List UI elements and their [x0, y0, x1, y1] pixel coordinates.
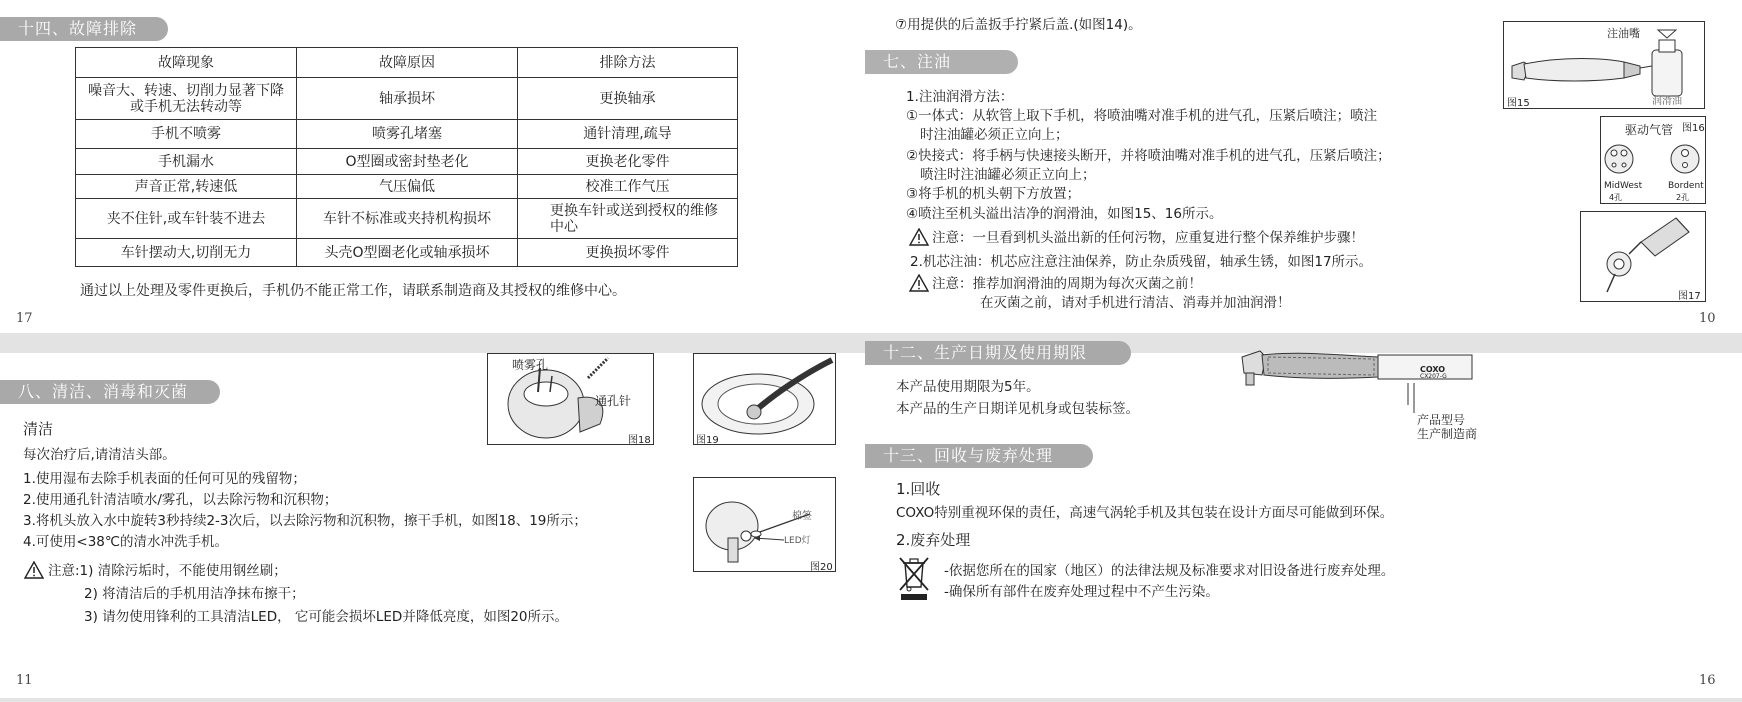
- oiling-heading-2: 2.机芯注油：机芯应注意注油保养，防止杂质残留，轴承生锈，如图17所示。: [910, 254, 1373, 270]
- section-title-recycling: 十三、回收与废弃处理: [865, 444, 1093, 468]
- table-cell: [76, 78, 297, 120]
- recycle-text: COXO特别重视环保的责任，高速气涡轮手机及其包装在设计方面尽可能做到环保。: [896, 505, 1394, 521]
- production-date-text: 本产品的生产日期详见机身或包装标签。: [896, 401, 1139, 417]
- oiling-item-4: ④喷注至机头溢出洁净的润滑油，如图15、16所示。: [906, 206, 1223, 222]
- page-number: 17: [16, 311, 33, 326]
- figure-15: [1503, 21, 1705, 109]
- figure-20: [693, 477, 836, 572]
- fig19-caption: 图19: [696, 435, 719, 446]
- table-row: [76, 175, 738, 199]
- cell-text: 更换车针或送到授权的维修中心: [550, 202, 718, 235]
- table-row: [76, 149, 738, 175]
- table-cell: 车针摆动大,切削无力: [76, 239, 297, 267]
- section-title-production-date: 十二、生产日期及使用期限: [865, 341, 1131, 365]
- figure-19: [693, 353, 836, 445]
- table-cell: 更换损坏零件: [518, 239, 738, 267]
- fig16-left-holes: 4孔: [1609, 193, 1623, 202]
- oiling-warning-1: 注意：一旦看到机头溢出新的任何污物，应重复进行整个保养维护步骤！: [932, 230, 1364, 246]
- oiling-item-1: ①一体式：从软管上取下手机，将喷油嘴对准手机的进气孔，压紧后喷注；喷注: [906, 108, 1378, 124]
- weee-bin-icon: [897, 555, 931, 601]
- table-cell: 手机漏水: [76, 149, 297, 175]
- table-cell: O型圈或密封垫老化: [297, 149, 518, 175]
- cell-text: 噪音大、转速、切削力显著下降或手机无法转动等: [88, 82, 284, 115]
- fig15-nozzle-label: 注油嘴: [1607, 27, 1640, 40]
- oiling-heading-1: 1.注油润滑方法：: [906, 89, 1014, 105]
- table-header: 故障原因: [297, 48, 518, 78]
- bottom-spread: [0, 343, 1742, 698]
- table-cell: 车针不标准或夹持机构损坏: [297, 199, 518, 239]
- fig18-hole-label: 喷雾孔: [512, 358, 549, 372]
- fig20-swab-label: 棉签: [792, 511, 812, 522]
- figure-16: [1600, 116, 1706, 204]
- table-row: [76, 239, 738, 267]
- fig18-needle-label: 通孔针: [595, 394, 632, 408]
- table-cell: [518, 199, 738, 239]
- troubleshooting-footer-note: 通过以上处理及零件更换后，手机仍不能正常工作，请联系制造商及其授权的维修中心。: [80, 283, 626, 299]
- cleaning-subheading: 清洁: [23, 420, 54, 438]
- fig20-led-label: LED灯: [784, 536, 811, 546]
- oiling-item-3: ③将手机的机头朝下方放置；: [906, 186, 1081, 202]
- page-number: 16: [1699, 673, 1716, 688]
- cleaning-intro: 每次治疗后,请清洁头部。: [23, 447, 176, 463]
- table-header: 故障现象: [76, 48, 297, 78]
- table-cell: 校准工作气压: [518, 175, 738, 199]
- fig16-left-name: MidWest: [1604, 181, 1643, 191]
- recycle-subheading: 1.回收: [896, 480, 941, 498]
- table-cell: 喷雾孔堵塞: [297, 120, 518, 149]
- handpiece-brand-label: COXO: [1420, 365, 1446, 374]
- fig16-caption: 图16: [1682, 123, 1705, 134]
- disposal-line-1: -依据您所在的国家（地区）的法律法规及标准要求对旧设备进行废弃处理。: [944, 563, 1395, 579]
- table-header: 排除方法: [518, 48, 738, 78]
- fig18-caption: 图18: [628, 435, 651, 446]
- section-title-oiling: 七、注油: [865, 50, 1018, 74]
- table-row: [76, 199, 738, 239]
- cleaning-step: 3.将机头放入水中旋转3秒持续2-3次后，以去除污物和沉积物，擦干手机，如图18、19所示；: [23, 513, 587, 529]
- callout-model: 产品型号: [1417, 413, 1466, 427]
- fig16-right-name: Bordent: [1668, 181, 1704, 191]
- disposal-line-2: -确保所有部件在废弃处理过程中不产生污染。: [944, 584, 1219, 600]
- table-cell: 气压偏低: [297, 175, 518, 199]
- table-cell: 更换轴承: [518, 78, 738, 120]
- table-cell: 轴承损坏: [297, 78, 518, 120]
- section-title-cleaning: 八、清洁、消毒和灭菌: [0, 380, 220, 404]
- oiling-warning-2-cont: 在灭菌之前，请对手机进行清洁、消毒并加油润滑！: [980, 295, 1291, 311]
- warning-icon: [909, 228, 929, 246]
- table-cell: 头壳O型圈老化或轴承损坏: [297, 239, 518, 267]
- fig17-caption: 图17: [1678, 291, 1701, 302]
- cleaning-step: 4.可使用<38℃的清水冲洗手机。: [23, 534, 229, 550]
- handpiece-model-label: CX207-G: [1420, 373, 1447, 380]
- page-number: 11: [16, 673, 33, 688]
- cleaning-note: 2) 将清洁后的手机用洁净抹布擦干；: [84, 586, 305, 602]
- warning-icon: [24, 561, 44, 579]
- fig15-caption: 图15: [1507, 98, 1530, 109]
- step-7-text: ⑦用提供的后盖扳手拧紧后盖.(如图14)。: [895, 17, 1142, 33]
- table-cell: 夹不住针,或车针装不进去: [76, 199, 297, 239]
- figure-18: [487, 353, 654, 445]
- table-cell: 手机不喷雾: [76, 120, 297, 149]
- page-number: 10: [1699, 311, 1716, 326]
- cleaning-note: 3) 请勿使用锋利的工具清洁LED， 它可能会损坏LED并降低亮度，如图20所示。: [84, 609, 569, 625]
- figure-17: [1580, 211, 1706, 302]
- oiling-item-2-cont: 喷注时注油罐必须正立向上；: [920, 167, 1096, 183]
- cleaning-step: 1.使用湿布去除手机表面的任何可见的残留物；: [23, 471, 306, 487]
- cleaning-note: 注意:1) 清除污垢时，不能使用钢丝刷；: [48, 563, 287, 579]
- callout-manufacturer: 生产制造商: [1417, 427, 1478, 441]
- disposal-subheading: 2.废弃处理: [896, 531, 971, 549]
- table-cell: 更换老化零件: [518, 149, 738, 175]
- table-header-row: [76, 48, 738, 78]
- fig16-title: 驱动气管: [1625, 123, 1674, 137]
- warning-icon: [909, 274, 929, 292]
- cleaning-step: 2.使用通孔针清洁喷水/雾孔，以去除污物和沉积物；: [23, 492, 338, 508]
- table-row: [76, 78, 738, 120]
- section-title-troubleshooting: 十四、故障排除: [0, 17, 168, 41]
- table-row: [76, 120, 738, 149]
- troubleshooting-table: [75, 47, 738, 267]
- oiling-warning-2: 注意：推荐加润滑油的周期为每次灭菌之前！: [932, 276, 1202, 292]
- fig16-right-holes: 2孔: [1676, 193, 1690, 202]
- top-spread: [0, 0, 1742, 333]
- oiling-item-1-cont: 时注油罐必须正立向上；: [920, 127, 1069, 143]
- service-life-text: 本产品使用期限为5年。: [896, 379, 1040, 395]
- table-cell: 声音正常,转速低: [76, 175, 297, 199]
- table-cell: 通针清理,疏导: [518, 120, 738, 149]
- oiling-item-2: ②快接式：将手柄与快速接头断开，并将喷油嘴对准手机的进气孔，压紧后喷注；: [906, 148, 1391, 164]
- fig20-caption: 图20: [810, 562, 833, 573]
- air-tube-holes-illustration: [1601, 139, 1705, 179]
- fig15-oil-label: 润滑油: [1652, 96, 1682, 107]
